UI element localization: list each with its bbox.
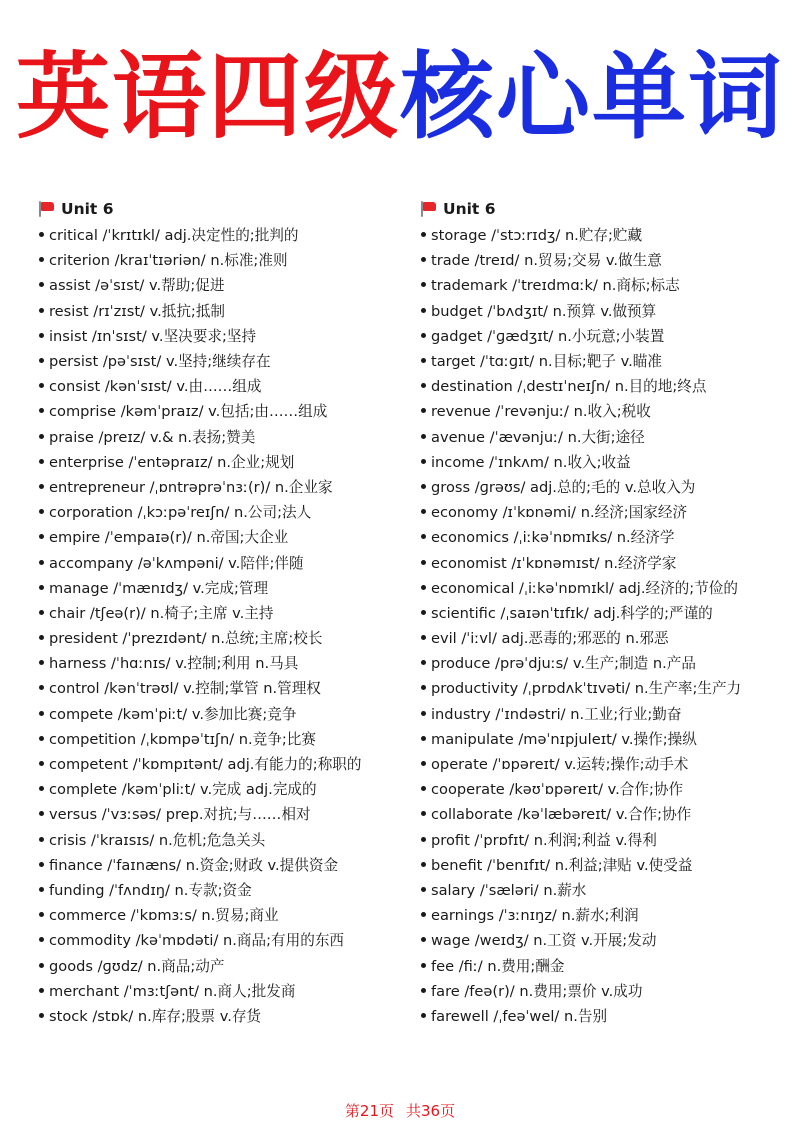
word-entry: comprise /kəmˈpraɪz/ v.包括;由……组成	[49, 403, 328, 421]
word-entry: criterion /kraɪˈtɪəriən/ n.标准;准则	[49, 252, 288, 270]
bullet-icon	[421, 509, 426, 514]
list-item	[420, 675, 782, 700]
list-item	[420, 499, 782, 524]
bullet-icon	[39, 685, 44, 690]
word-entry: economical /ˌiːkəˈnɒmɪkl/ adj.经济的;节俭的	[431, 579, 738, 597]
list-item	[420, 902, 782, 927]
list-item	[38, 675, 400, 700]
list-item	[420, 222, 782, 247]
word-entry: president /ˈprezɪdənt/ n.总统;主席;校长	[49, 630, 323, 648]
word-entry: chair /tʃeə(r)/ n.椅子;主席 v.主持	[49, 604, 274, 622]
word-entry: wage /weɪdʒ/ n.工资 v.开展;发动	[431, 932, 657, 950]
bullet-icon	[421, 459, 426, 464]
list-item	[420, 776, 782, 801]
bullet-icon	[421, 308, 426, 313]
page-title-part1: 英语四级	[15, 43, 400, 152]
bullet-icon	[39, 408, 44, 413]
bullet-icon	[421, 484, 426, 489]
list-item	[38, 549, 400, 574]
list-item	[420, 247, 782, 272]
list-item	[420, 701, 782, 726]
list-item	[420, 927, 782, 952]
bullet-icon	[39, 585, 44, 590]
word-entry: crisis /ˈkraɪsɪs/ n.危机;危急关头	[49, 831, 266, 849]
page-title-part2: 核心单词	[400, 43, 785, 152]
word-entry: merchant /ˈmɜːtʃənt/ n.商人;批发商	[49, 982, 296, 1000]
bullet-icon	[39, 560, 44, 565]
bullet-icon	[421, 711, 426, 716]
list-item	[38, 600, 400, 625]
list-item	[38, 751, 400, 776]
list-item	[420, 373, 782, 398]
bullet-icon	[39, 257, 44, 262]
list-item	[420, 600, 782, 625]
list-item	[38, 978, 400, 1003]
word-entry: commerce /ˈkɒmɜːs/ n.贸易;商业	[49, 907, 279, 925]
unit-header	[420, 198, 782, 220]
list-item	[38, 247, 400, 272]
list-item	[38, 348, 400, 373]
word-entry: persist /pəˈsɪst/ v.坚持;继续存在	[49, 353, 271, 371]
list-item	[420, 575, 782, 600]
bullet-icon	[39, 988, 44, 993]
list-item	[420, 852, 782, 877]
red-flag-icon	[38, 201, 55, 217]
word-entry: income /ˈɪnkʌm/ n.收入;收益	[431, 453, 631, 471]
list-item	[420, 549, 782, 574]
bullet-icon	[421, 358, 426, 363]
bullet-icon	[39, 358, 44, 363]
list-item	[420, 650, 782, 675]
word-entry: industry /ˈɪndəstri/ n.工业;行业;勤奋	[431, 705, 682, 723]
list-item	[420, 751, 782, 776]
list-item	[420, 323, 782, 348]
bullet-icon	[421, 560, 426, 565]
bullet-icon	[39, 232, 44, 237]
list-item	[38, 524, 400, 549]
bullet-icon	[39, 459, 44, 464]
list-item	[420, 272, 782, 297]
bullet-icon	[39, 786, 44, 791]
bullet-icon	[421, 534, 426, 539]
page-title	[0, 38, 800, 158]
red-flag-icon	[420, 201, 437, 217]
list-item	[420, 625, 782, 650]
list-item	[38, 776, 400, 801]
bullet-icon	[421, 912, 426, 917]
word-entry: critical /ˈkrɪtɪkl/ adj.决定性的;批判的	[49, 227, 299, 245]
list-item	[38, 449, 400, 474]
bullet-icon	[421, 257, 426, 262]
list-item	[420, 801, 782, 826]
word-entry: control /kənˈtrəʊl/ v.控制;掌管 n.管理权	[49, 680, 321, 698]
word-entry: economics /ˌiːkəˈnɒmɪks/ n.经济学	[431, 529, 675, 547]
bullet-icon	[421, 786, 426, 791]
word-entry: stock /stɒk/ n.库存;股票 v.存货	[49, 1007, 262, 1025]
word-entry: corporation /ˌkɔːpəˈreɪʃn/ n.公司;法人	[49, 504, 312, 522]
bullet-icon	[421, 811, 426, 816]
bullet-icon	[421, 837, 426, 842]
bullet-icon	[421, 736, 426, 741]
word-entry: trade /treɪd/ n.贸易;交易 v.做生意	[431, 252, 662, 270]
word-entry: evil /ˈiːvl/ adj.恶毒的;邪恶的 n.邪恶	[431, 630, 669, 648]
page-footer	[0, 1100, 800, 1121]
bullet-icon	[421, 585, 426, 590]
word-entry: collaborate /kəˈlæbəreɪt/ v.合作;协作	[431, 806, 692, 824]
list-item	[420, 827, 782, 852]
word-entry: manipulate /məˈnɪpjuleɪt/ v.操作;操纵	[431, 730, 697, 748]
unit-label: Unit 6	[443, 200, 496, 218]
bullet-icon	[39, 912, 44, 917]
bullet-icon	[421, 660, 426, 665]
bullet-icon	[39, 308, 44, 313]
word-entry: revenue /ˈrevənjuː/ n.收入;税收	[431, 403, 651, 421]
bullet-icon	[39, 282, 44, 287]
bullet-icon	[421, 232, 426, 237]
word-entry: accompany /əˈkʌmpəni/ v.陪伴;伴随	[49, 554, 304, 572]
list-item	[38, 575, 400, 600]
word-entry: insist /ɪnˈsɪst/ v.坚决要求;坚持	[49, 327, 257, 345]
bullet-icon	[39, 736, 44, 741]
list-item	[420, 398, 782, 423]
word-entry: empire /ˈempaɪə(r)/ n.帝国;大企业	[49, 529, 289, 547]
bullet-icon	[39, 811, 44, 816]
bullet-icon	[39, 383, 44, 388]
bullet-icon	[421, 887, 426, 892]
bullet-icon	[39, 534, 44, 539]
list-item	[38, 852, 400, 877]
word-entry: economy /ɪˈkɒnəmi/ n.经济;国家经济	[431, 504, 688, 522]
word-entry: target /ˈtɑːɡɪt/ n.目标;靶子 v.瞄准	[431, 353, 662, 371]
word-entry: assist /əˈsɪst/ v.帮助;促进	[49, 277, 225, 295]
list-item	[38, 499, 400, 524]
word-entry: farewell /ˌfeəˈwel/ n.告别	[431, 1007, 608, 1025]
word-entry: fare /feə(r)/ n.费用;票价 v.成功	[431, 982, 643, 1000]
list-item	[38, 272, 400, 297]
list-item	[38, 801, 400, 826]
bullet-icon	[39, 484, 44, 489]
word-entry: earnings /ˈɜːnɪŋz/ n.薪水;利润	[431, 907, 639, 925]
list-item	[38, 474, 400, 499]
word-entry: praise /preɪz/ v.& n.表扬;赞美	[49, 428, 256, 446]
list-item	[420, 524, 782, 549]
list-item	[38, 902, 400, 927]
bullet-icon	[39, 887, 44, 892]
word-entry: fee /fiː/ n.费用;酬金	[431, 957, 565, 975]
word-entry: destination /ˌdestɪˈneɪʃn/ n.目的地;终点	[431, 378, 707, 396]
bullet-icon	[39, 509, 44, 514]
list-item	[420, 298, 782, 323]
list-item	[420, 449, 782, 474]
word-entry: trademark /ˈtreɪdmɑːk/ n.商标;标志	[431, 277, 680, 295]
unit-label: Unit 6	[61, 200, 114, 218]
word-entry: gadget /ˈɡædʒɪt/ n.小玩意;小装置	[431, 327, 665, 345]
word-entry: enterprise /ˈentəpraɪz/ n.企业;规划	[49, 453, 295, 471]
word-entry: economist /ɪˈkɒnəmɪst/ n.经济学家	[431, 554, 677, 572]
word-entry: cooperate /kəʊˈɒpəreɪt/ v.合作;协作	[431, 781, 684, 799]
word-entry: manage /ˈmænɪdʒ/ v.完成;管理	[49, 579, 269, 597]
word-entry: entrepreneur /ˌɒntrəprəˈnɜː(r)/ n.企业家	[49, 478, 333, 496]
bullet-icon	[39, 937, 44, 942]
list-item	[420, 952, 782, 977]
word-entry: profit /ˈprɒfɪt/ n.利润;利益 v.得利	[431, 831, 657, 849]
right-column	[420, 198, 782, 1028]
list-item	[38, 701, 400, 726]
unit-header	[38, 198, 400, 220]
list-item	[420, 726, 782, 751]
bullet-icon	[421, 383, 426, 388]
list-item	[420, 877, 782, 902]
bullet-icon	[421, 434, 426, 439]
bullet-icon	[421, 282, 426, 287]
list-item	[38, 927, 400, 952]
word-entry: gross /ɡrəʊs/ adj.总的;毛的 v.总收入为	[431, 478, 696, 496]
bullet-icon	[421, 1013, 426, 1018]
bullet-icon	[39, 610, 44, 615]
list-item	[420, 348, 782, 373]
word-entry: commodity /kəˈmɒdəti/ n.商品;有用的东西	[49, 932, 345, 950]
bullet-icon	[39, 761, 44, 766]
bullet-icon	[39, 837, 44, 842]
word-list	[420, 222, 782, 1028]
list-item	[38, 398, 400, 423]
word-entry: operate /ˈɒpəreɪt/ v.运转;操作;动手术	[431, 756, 689, 774]
bullet-icon	[39, 711, 44, 716]
list-item	[420, 474, 782, 499]
page-total: 共36页	[406, 1102, 456, 1120]
list-item	[38, 424, 400, 449]
bullet-icon	[421, 761, 426, 766]
list-item	[420, 978, 782, 1003]
list-item	[38, 827, 400, 852]
list-item	[38, 625, 400, 650]
word-entry: budget /ˈbʌdʒɪt/ n.预算 v.做预算	[431, 302, 657, 320]
bullet-icon	[39, 862, 44, 867]
word-entry: resist /rɪˈzɪst/ v.抵抗;抵制	[49, 302, 226, 320]
bullet-icon	[421, 408, 426, 413]
word-entry: funding /ˈfʌndɪŋ/ n.专款;资金	[49, 881, 252, 899]
bullet-icon	[421, 937, 426, 942]
bullet-icon	[421, 988, 426, 993]
word-entry: avenue /ˈævənjuː/ n.大街;途径	[431, 428, 645, 446]
left-column	[38, 198, 400, 1028]
bullet-icon	[421, 862, 426, 867]
list-item	[38, 877, 400, 902]
bullet-icon	[39, 635, 44, 640]
list-item	[420, 1003, 782, 1028]
word-entry: salary /ˈsæləri/ n.薪水	[431, 881, 587, 899]
word-entry: goods /ɡʊdz/ n.商品;动产	[49, 957, 225, 975]
word-entry: complete /kəmˈpliːt/ v.完成 adj.完成的	[49, 781, 317, 799]
list-item	[38, 650, 400, 675]
list-item	[38, 373, 400, 398]
word-entry: finance /ˈfaɪnæns/ n.资金;财政 v.提供资金	[49, 856, 339, 874]
word-entry: compete /kəmˈpiːt/ v.参加比赛;竞争	[49, 705, 297, 723]
list-item	[38, 726, 400, 751]
list-item	[38, 222, 400, 247]
bullet-icon	[421, 635, 426, 640]
page-number: 第21页	[344, 1102, 394, 1120]
bullet-icon	[421, 685, 426, 690]
list-item	[38, 1003, 400, 1028]
bullet-icon	[39, 660, 44, 665]
word-entry: scientific /ˌsaɪənˈtɪfɪk/ adj.科学的;严谨的	[431, 604, 713, 622]
word-entry: benefit /ˈbenɪfɪt/ n.利益;津贴 v.使受益	[431, 856, 693, 874]
list-item	[38, 298, 400, 323]
word-list	[38, 222, 400, 1028]
bullet-icon	[39, 1013, 44, 1018]
bullet-icon	[421, 610, 426, 615]
word-entry: storage /ˈstɔːrɪdʒ/ n.贮存;贮藏	[431, 227, 643, 245]
word-entry: produce /prəˈdjuːs/ v.生产;制造 n.产品	[431, 655, 696, 673]
list-item	[38, 323, 400, 348]
bullet-icon	[421, 333, 426, 338]
word-entry: productivity /ˌprɒdʌkˈtɪvəti/ n.生产率;生产力	[431, 680, 742, 698]
bullet-icon	[39, 333, 44, 338]
word-entry: versus /ˈvɜːsəs/ prep.对抗;与……相对	[49, 806, 311, 824]
bullet-icon	[39, 434, 44, 439]
bullet-icon	[39, 963, 44, 968]
word-entry: competition /ˌkɒmpəˈtɪʃn/ n.竞争;比赛	[49, 730, 316, 748]
bullet-icon	[421, 963, 426, 968]
word-entry: consist /kənˈsɪst/ v.由……组成	[49, 378, 262, 396]
list-item	[420, 424, 782, 449]
word-entry: harness /ˈhɑːnɪs/ v.控制;利用 n.马具	[49, 655, 299, 673]
word-entry: competent /ˈkɒmpɪtənt/ adj.有能力的;称职的	[49, 756, 362, 774]
list-item	[38, 952, 400, 977]
